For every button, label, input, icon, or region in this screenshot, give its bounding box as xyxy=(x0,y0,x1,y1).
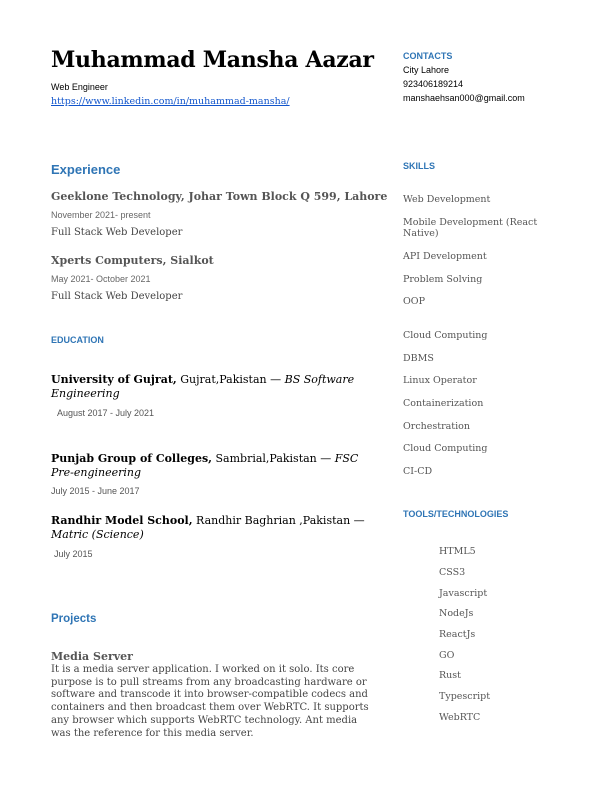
tool-item: HTML5 xyxy=(439,546,476,557)
skill-item: Orchestration xyxy=(403,421,470,432)
education-entry: University of Gujrat, Gujrat,Pakistan — BS Software Engineering xyxy=(51,373,355,400)
tools-heading: TOOLS/TECHNOLOGIES xyxy=(403,509,509,519)
education-entry: Punjab Group of Colleges, Sambrial,Pakistan — FSC Pre-engineering xyxy=(51,452,359,479)
skill-item: Cloud Computing xyxy=(403,330,488,341)
skill-item: Linux Operator xyxy=(403,375,477,386)
contact-city: City Lahore xyxy=(403,65,450,75)
education-entry: Randhir Model School, Randhir Baghrian ,Pakistan — Matric (Science) xyxy=(51,514,365,541)
tool-item: ReactJs xyxy=(439,629,476,640)
skill-item: Problem Solving xyxy=(403,274,483,285)
projects-heading: Projects xyxy=(51,613,97,625)
skill-item: Containerization xyxy=(403,398,484,409)
job-role: Full Stack Web Developer xyxy=(51,291,183,302)
skill-item: OOP xyxy=(403,296,425,307)
skills-heading: SKILLS xyxy=(403,161,436,171)
linkedin-link[interactable]: https://www.linkedin.com/in/muhammad-mansha/ xyxy=(51,96,290,107)
contact-phone: 923406189214 xyxy=(403,79,464,89)
job-company: Xperts Computers, Sialkot xyxy=(51,254,214,267)
tool-item: Rust xyxy=(439,670,461,681)
tool-item: CSS3 xyxy=(439,567,466,578)
job-title: Web Engineer xyxy=(51,82,108,92)
job-dates: November 2021- present xyxy=(51,210,151,220)
skill-item: API Development xyxy=(403,251,487,262)
education-dates: July 2015 xyxy=(54,549,93,559)
education-dates: August 2017 - July 2021 xyxy=(57,408,155,418)
project-description: It is a media server application. I worked on it solo. Its core purpose is to pull streams from any broadcasting hardware or software and transcode it into browser-compatible codecs and containers and then broadcast them over WebRTC. It supports any browser which supports WebRTC technology. Ant media was the reference for this media server. xyxy=(51,664,369,739)
tool-item: NodeJs xyxy=(439,608,474,619)
skill-item: Web Development xyxy=(403,194,491,205)
education-heading: EDUCATION xyxy=(51,335,104,345)
tool-item: Javascript xyxy=(439,588,488,599)
experience-heading: Experience xyxy=(51,162,121,177)
skill-item: Cloud Computing xyxy=(403,443,488,454)
job-company: Geeklone Technology, Johar Town Block Q 599, Lahore xyxy=(51,190,388,203)
skill-item: DBMS xyxy=(403,353,434,364)
skill-item: CI-CD xyxy=(403,466,433,477)
job-dates: May 2021- October 2021 xyxy=(51,274,151,284)
tool-item: WebRTC xyxy=(439,712,481,723)
project-title: Media Server xyxy=(51,650,133,663)
skill-item: Mobile Development (React Native) xyxy=(403,217,538,239)
education-dates: July 2015 - June 2017 xyxy=(51,486,140,496)
job-role: Full Stack Web Developer xyxy=(51,227,183,238)
tool-item: Typescript xyxy=(439,691,491,702)
contact-email: manshaehsan000@gmail.com xyxy=(403,93,525,103)
tool-item: GO xyxy=(439,650,455,661)
candidate-name: Muhammad Mansha Aazar xyxy=(51,47,374,73)
contacts-heading: CONTACTS xyxy=(403,51,453,61)
